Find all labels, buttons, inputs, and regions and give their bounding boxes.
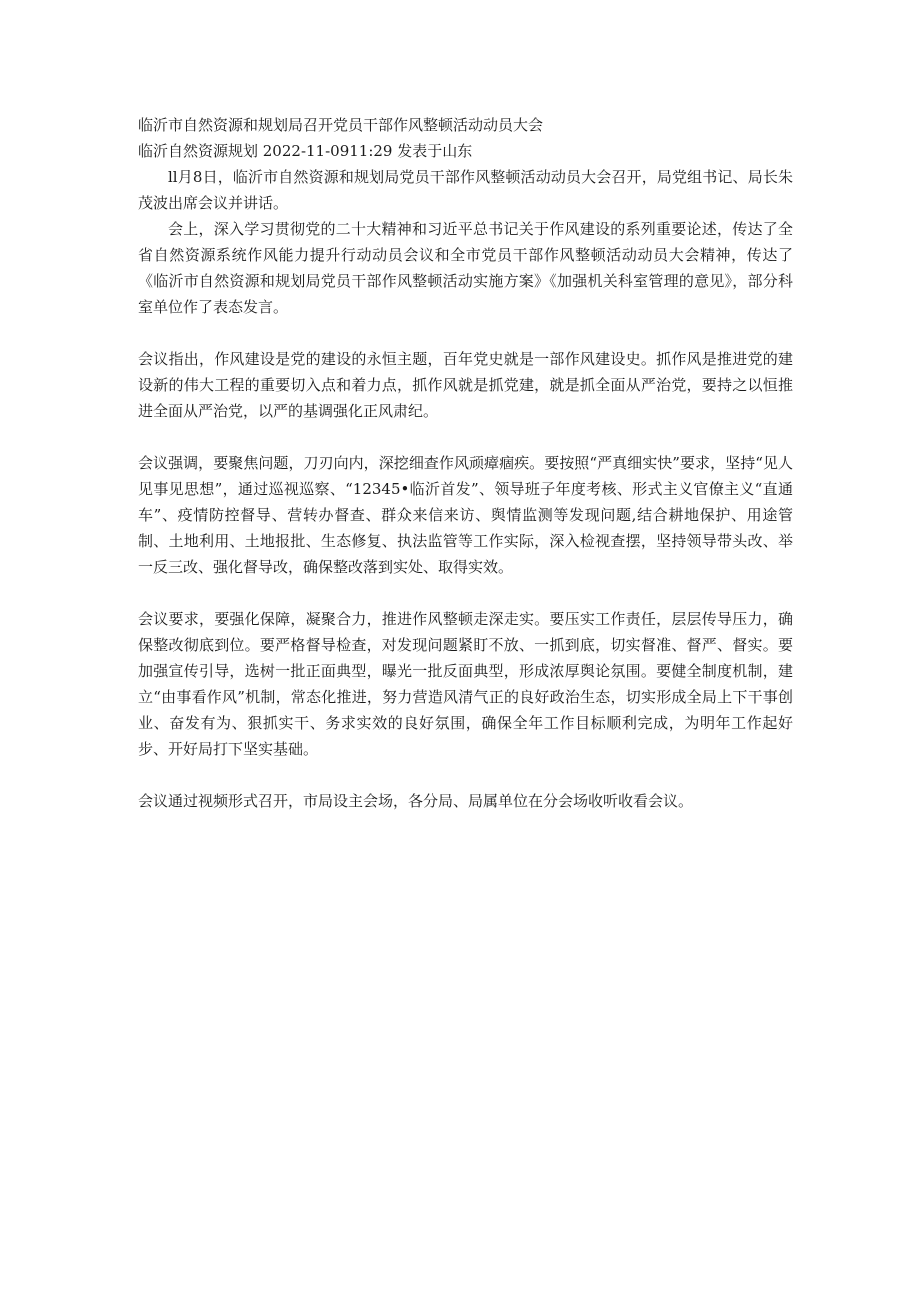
- article-source-line: 临沂自然资源规划 2022-11-0911:29 发表于山东: [138, 142, 473, 160]
- paragraph-2: 会上，深入学习贯彻党的二十大精神和习近平总书记关于作风建设的系列重要论述，传达了全省自然资源系统作风能力提升行动动员会议和全市党员干部作风整顿活动动员大会精神，传达了《临沂市自然资源和规划局党员干部作风整顿活动实施方案》《加强机关科室管理的意见》，部分科室单位作了表态发言。: [138, 220, 793, 316]
- paragraph-6: 会议通过视频形式召开，市局设主会场，各分局、局属单位在分会场收听收看会议。: [138, 792, 694, 810]
- paragraph-1: ll月8日，临沂市自然资源和规划局党员干部作风整顿活动动员大会召开，局党组书记、局长朱茂波出席会议并讲话。: [138, 168, 793, 212]
- article-title: 临沂市自然资源和规划局召开党员干部作风整顿活动动员大会: [138, 116, 544, 134]
- paragraph-5: 会议要求，要强化保障，凝聚合力，推进作风整顿走深走实。要压实工作责任，层层传导压力，确保整改彻底到位。要严格督导检查，对发现问题紧盯不放、一抓到底，切实督准、督严、督实。要加强宣传引导，选树一批正面典型，曝光一批反面典型，形成浓厚舆论氛围。要健全制度机制，建立“由事看作风”机制，常态化推进，努力营造风清气正的良好政治生态，切实形成全局上下干事创业、奋发有为、狠抓实干、务求实效的良好氛围，确保全年工作目标顺利完成，为明年工作起好步、开好局打下坚实基础。: [138, 610, 793, 758]
- paragraph-3: 会议指出，作风建设是党的建设的永恒主题，百年党史就是一部作风建设史。抓作风是推进党的建设新的伟大工程的重要切入点和着力点，抓作风就是抓党建，就是抓全面从严治党，要持之以恒推进全面从严治党，以严的基调强化正风肃纪。: [138, 350, 793, 420]
- paragraph-4: 会议强调，要聚焦问题，刀刃向内，深挖细查作风顽瘴痼疾。要按照“严真细实快”要求，坚持“见人见事见思想”，通过巡视巡察、“12345•临沂首发”、领导班子年度考核、形式主义官僚主义“直通车”、疫情防控督导、营转办督查、群众来信来访、舆情监测等发现问题,结合耕地保护、用途管制、土地利用、土地报批、生态修复、执法监管等工作实际，深入检视查摆，坚持领导带头改、举一反三改、强化督导改，确保整改落到实处、取得实效。: [138, 454, 793, 576]
- article: [138, 112, 793, 814]
